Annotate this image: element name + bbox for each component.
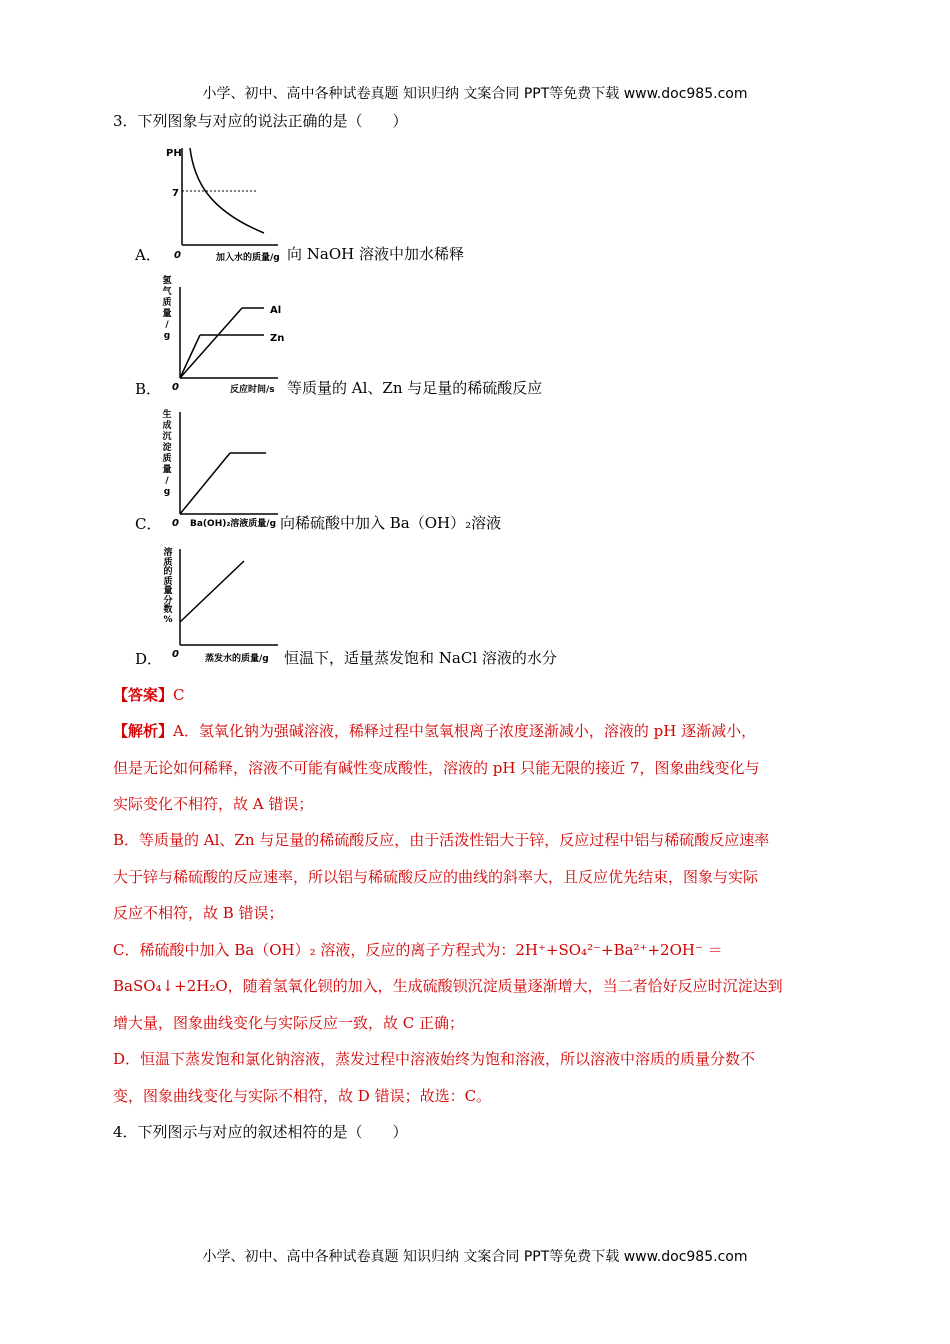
analysis-line-5: 大于锌与稀硫酸的反应速率，所以铝与稀硫酸反应的曲线的斜率大，且反应优先结束，图象与实际 bbox=[113, 868, 759, 886]
graph-a-ylabel: PH bbox=[166, 148, 182, 159]
graph-d-ylabel: 溶 质 的 质 量 分 数 % bbox=[163, 548, 173, 625]
option-d-letter: D． bbox=[135, 650, 163, 668]
graph-a-tick-7: 7 bbox=[172, 188, 179, 199]
graph-b-ylabel: 氢 气 质 量 / g bbox=[162, 276, 172, 341]
graph-b-al-rise bbox=[180, 308, 242, 378]
graph-b bbox=[158, 275, 288, 390]
option-c-letter: C． bbox=[135, 515, 162, 533]
question-3-stem: 3．下列图象与对应的说法正确的是（ ） bbox=[113, 112, 408, 130]
analysis-line-8: BaSO₄↓+2H₂O，随着氢氧化钡的加入，生成硫酸钡沉淀质量逐渐增大，当二者恰好反应时沉淀达到 bbox=[113, 977, 783, 995]
answer-label: 【答案】 bbox=[113, 686, 174, 704]
graph-d bbox=[158, 545, 288, 663]
option-b-letter: B． bbox=[135, 380, 162, 398]
graph-b-zn-rise bbox=[180, 335, 200, 378]
graph-a bbox=[160, 140, 285, 265]
graph-b-series-zn: Zn bbox=[270, 333, 285, 344]
option-d-text: 恒温下，适量蒸发饱和 NaCl 溶液的水分 bbox=[284, 649, 557, 667]
graph-d-line bbox=[180, 561, 244, 622]
graph-d-xlabel: 蒸发水的质量/g bbox=[205, 654, 269, 664]
graph-b-series-al: Al bbox=[270, 305, 282, 316]
analysis-line-2: 但是无论如何稀释，溶液不可能有碱性变成酸性，溶液的 pH 只能无限的接近 7，图象曲线变化与 bbox=[113, 759, 760, 777]
analysis-line-1: 【解析】A．氢氧化钠为强碱溶液，稀释过程中氢氧根离子浓度逐渐减小，溶液的 pH 逐渐减小， bbox=[113, 722, 757, 740]
analysis-line-4: B．等质量的 Al、Zn 与足量的稀硫酸反应，由于活泼性铝大于锌，反应过程中铝与稀硫酸反应速率 bbox=[113, 831, 770, 849]
graph-b-xlabel: 反应时间/s bbox=[230, 385, 275, 395]
analysis-line-9: 增大量，图象曲线变化与实际反应一致，故 C 正确； bbox=[113, 1014, 465, 1032]
option-a-text: 向 NaOH 溶液中加水稀释 bbox=[287, 245, 464, 263]
answer-value: C bbox=[173, 686, 185, 704]
analysis-line-11: 变，图象曲线变化与实际不相符，故 D 错误；故选：C。 bbox=[113, 1087, 492, 1105]
graph-b-origin: 0 bbox=[172, 382, 179, 390]
graph-a-xlabel: 加入水的质量/g bbox=[216, 253, 280, 263]
graph-c-ylabel: 生 成 沉 淀 质 量 / g bbox=[162, 410, 172, 497]
analysis-line-7: C．稀硫酸中加入 Ba（OH）₂ 溶液，反应的离子方程式为：2H⁺+SO₄²⁻+Ba²⁺+2OH⁻ ＝ bbox=[113, 941, 723, 959]
graph-c-origin: 0 bbox=[172, 518, 179, 526]
analysis-line-10: D．恒温下蒸发饱和氯化钠溶液，蒸发过程中溶液始终为饱和溶液，所以溶液中溶质的质量分数不 bbox=[113, 1050, 756, 1068]
page-header: 小学、初中、高中各种试卷真题 知识归纳 文案合同 PPT等免费下载 www.doc985.com bbox=[202, 86, 748, 102]
page-footer: 小学、初中、高中各种试卷真题 知识归纳 文案合同 PPT等免费下载 www.doc985.com bbox=[202, 1249, 748, 1265]
analysis-label: 【解析】 bbox=[113, 722, 174, 740]
graph-c bbox=[158, 408, 288, 526]
graph-a-origin: 0 bbox=[174, 250, 181, 261]
analysis-line-3: 实际变化不相符，故 A 错误； bbox=[113, 795, 314, 813]
option-a-letter: A． bbox=[135, 246, 161, 264]
option-c-text: 向稀硫酸中加入 Ba（OH）₂溶液 bbox=[280, 514, 502, 532]
graph-c-xlabel: Ba(OH)₂溶液质量/g bbox=[190, 519, 277, 529]
question-4-stem: 4．下列图示与对应的叙述相符的是（ ） bbox=[113, 1123, 408, 1141]
option-b-text: 等质量的 Al、Zn 与足量的稀硫酸反应 bbox=[287, 379, 543, 397]
graph-c-rise bbox=[180, 453, 230, 514]
analysis-line-6: 反应不相符，故 B 错误； bbox=[113, 904, 284, 922]
graph-d-origin: 0 bbox=[172, 649, 179, 660]
answer bbox=[113, 684, 185, 705]
